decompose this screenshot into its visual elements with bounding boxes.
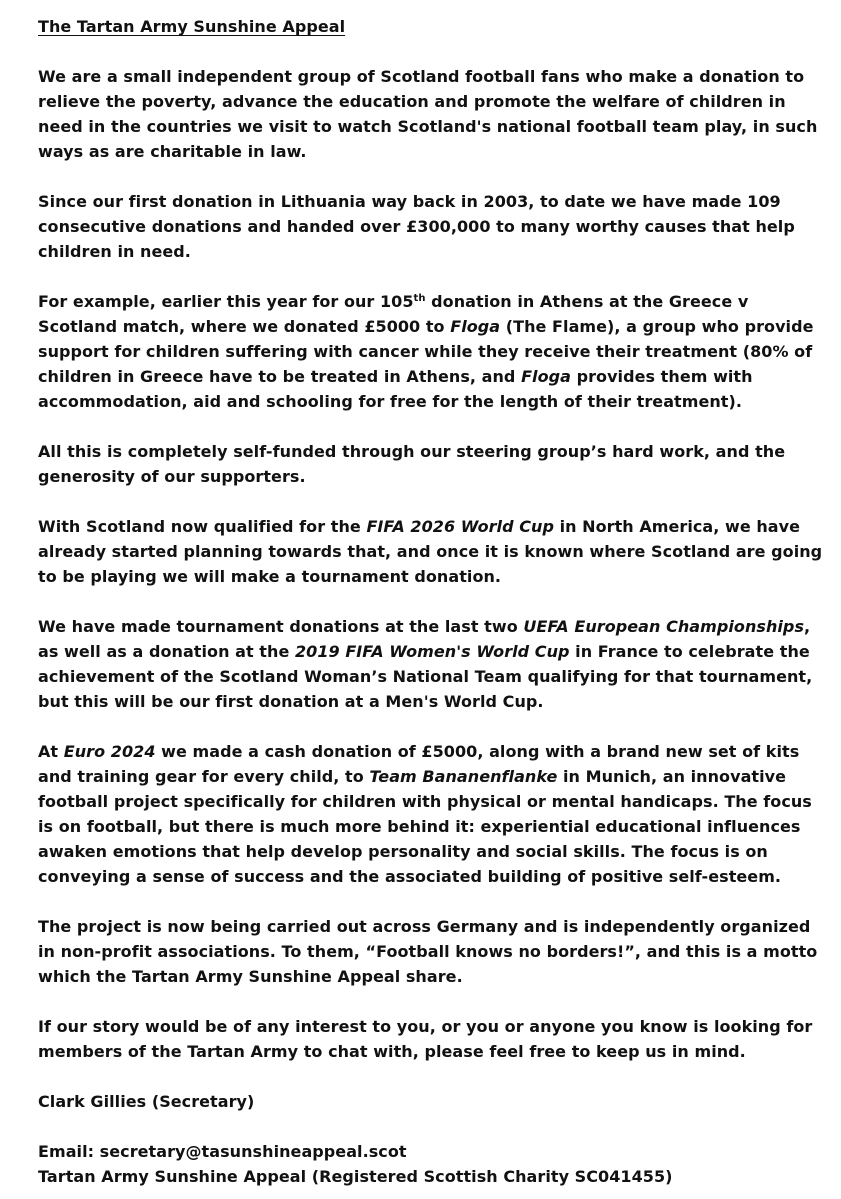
tournament-name: Euro 2024: [63, 742, 156, 761]
contact-request-paragraph: If our story would be of any interest to you, or you or anyone you know is looking for members of the Tartan Army to chat with, please feel free to keep us in mind.: [38, 1017, 813, 1061]
text-run: , as well as a donation at the: [38, 617, 811, 661]
text-run: With Scotland now qualified for the: [38, 517, 367, 536]
text-run: in France to celebrate the achievement of the Scotland Woman’s National Team qualifying for that tournament, but this will be our first donation at a Men's World Cup.: [38, 642, 813, 711]
charity-name-floga: Floga: [521, 367, 571, 386]
charity-name-bananenflanke: Team Bananenflanke: [369, 767, 558, 786]
athens-donation-paragraph: [38, 289, 828, 414]
project-paragraph: The project is now being carried out across Germany and is independently organized in non-profit associations. To them, “Football knows no borders!”, and this is a motto which the Tartan Army Sunshine Appeal share.: [38, 917, 818, 986]
charity-name-floga: Floga: [450, 317, 501, 336]
text-run: provides them with accommodation, aid and schooling for free for the length of their treatment).: [38, 367, 753, 411]
tournament-name: FIFA 2026 World Cup: [366, 517, 554, 536]
tournament-donations-paragraph: [38, 614, 828, 714]
page-title: The Tartan Army Sunshine Appeal: [38, 17, 346, 36]
text-run: (The Flame), a group who provide support for children suffering with cancer while they receive their treatment (80% of children in Greece have to be treated in Athens, and: [38, 317, 814, 386]
charity-registration-line: Tartan Army Sunshine Appeal (Registered Scottish Charity SC041455): [38, 1167, 673, 1186]
text-run: donation in Athens at the Greece v Scotland match, where we donated £5000 to: [38, 292, 749, 336]
letter-document: [38, 14, 828, 1189]
text-run: We have made tournament donations at the last two: [38, 617, 524, 636]
world-cup-paragraph: [38, 514, 828, 589]
text-run: in North America, we have already started planning towards that, and once it is known where Scotland are going to be playing we will make a tournament donation.: [38, 517, 823, 586]
history-paragraph: Since our first donation in Lithuania way back in 2003, to date we have made 109 consecutive donations and handed over £300,000 to many worthy causes that help children in need.: [38, 192, 795, 261]
tournament-name: 2019 FIFA Women's World Cup: [294, 642, 570, 661]
email-line: Email: secretary@tasunshineappeal.scot: [38, 1142, 407, 1161]
text-run: we made a cash donation of £5000, along with a brand new set of kits and training gear for every child, to: [38, 742, 800, 786]
intro-paragraph: We are a small independent group of Scotland football fans who make a donation to relieve the poverty, advance the education and promote the welfare of children in need in the countries we visit to watch Scotland's national football team play, in such ways as are charitable in law.: [38, 67, 818, 161]
ordinal-suffix: th: [413, 293, 426, 304]
text-run: in Munich, an innovative football project specifically for children with physical or mental handicaps. The focus is on football, but there is much more behind it: experiential educational influences awaken emotions that help develop personality and social skills. The focus is on conveying a sense of success and the associated building of positive self-esteem.: [38, 767, 812, 886]
funding-paragraph: All this is completely self-funded through our steering group’s hard work, and the generosity of our supporters.: [38, 442, 786, 486]
tournament-name: UEFA European Championships: [523, 617, 805, 636]
signature: Clark Gillies (Secretary): [38, 1092, 255, 1111]
text-run: For example, earlier this year for our 105: [38, 292, 414, 311]
text-run: At: [38, 742, 64, 761]
euro-2024-paragraph: [38, 739, 828, 889]
